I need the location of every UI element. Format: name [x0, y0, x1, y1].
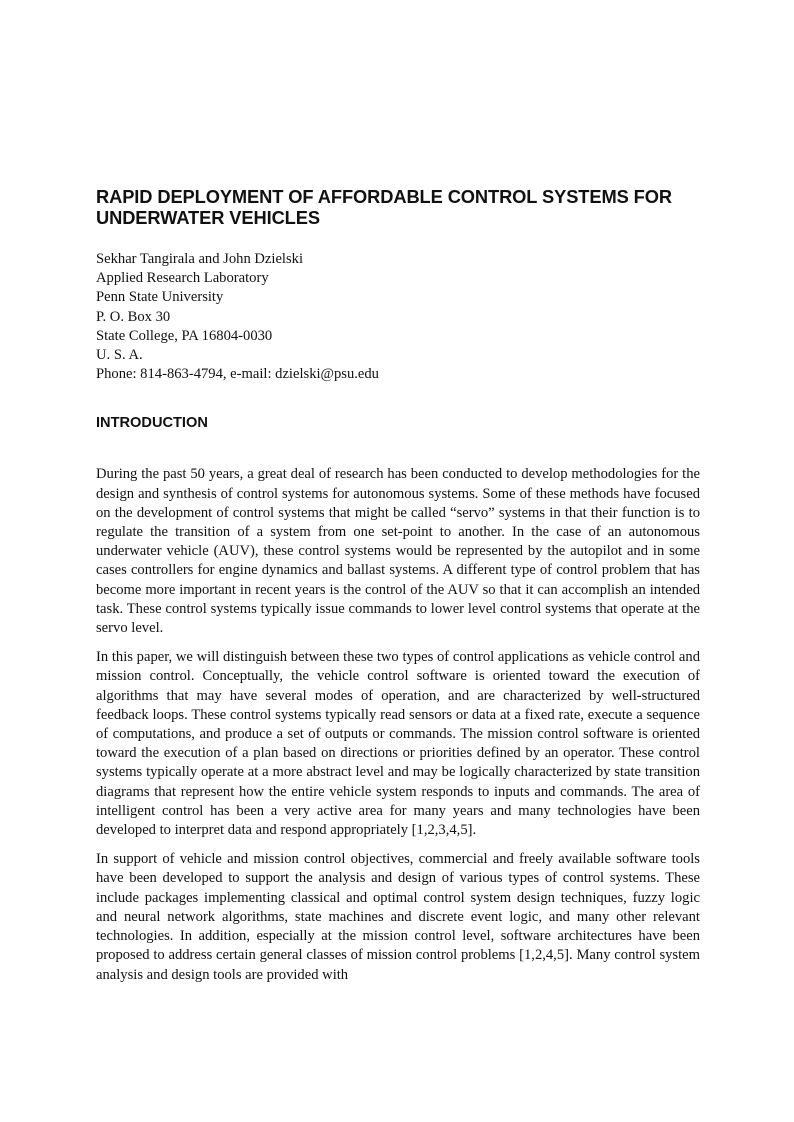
- address-country: U. S. A.: [96, 347, 143, 364]
- affiliation-lab: Applied Research Laboratory: [96, 270, 269, 287]
- contact-info: Phone: 814-863-4794, e-mail: dzielski@psu.edu: [96, 366, 379, 383]
- author-affiliation-block: [96, 250, 700, 384]
- section-body: [96, 465, 700, 984]
- affiliation-university: Penn State University: [96, 289, 224, 306]
- paragraph: In this paper, we will distinguish between these two types of control applications as vehicle control and mission control. Conceptually, the vehicle control software is oriented toward the execution of algorithms that may have several modes of operation, and are characterized by well-structured feedback loops. These control systems typically read sensors or data at a fixed rate, execute a sequence of computations, and produce a set of outputs or commands. The mission control software is oriented toward the execution of a plan based on directions or priorities defined by an operator. These control systems typically operate at a more abstract level and may be logically characterized by state transition diagrams that represent how the entire vehicle system responds to inputs and commands. The area of intelligent control has been a very active area for many years and many technologies have been developed to interpret data and respond appropriately [1,2,3,4,5].: [96, 649, 700, 839]
- paper-title: RAPID DEPLOYMENT OF AFFORDABLE CONTROL SYSTEMS FOR UNDERWATER VEHICLES: [96, 186, 672, 228]
- address-city: State College, PA 16804-0030: [96, 327, 273, 344]
- author-names: Sekhar Tangirala and John Dzielski: [96, 251, 304, 267]
- address-po-box: P. O. Box 30: [96, 308, 171, 325]
- paragraph: During the past 50 years, a great deal of research has been conducted to develop methodologies for the design and synthesis of control systems for autonomous systems. Some of these methods have focused on the development of control systems that might be called “servo” systems in that their function is to regulate the transition of a system from one set-point to another. In the case of an autonomous underwater vehicle (AUV), these control systems would be represented by the autopilot and in some cases controllers for engine dynamics and ballast systems. A different type of control problem that has become more important in recent years is the control of the AUV so that it can accomplish an intended task. These control systems typically issue commands to lower level control systems that operate at the servo level.: [96, 466, 700, 637]
- section-heading-introduction: INTRODUCTION: [96, 415, 208, 432]
- paragraph: In support of vehicle and mission control objectives, commercial and freely available software tools have been developed to support the analysis and design of various types of control systems. These include packages implementing classical and optimal control system design techniques, fuzzy logic and neural network algorithms, state machines and discrete event logic, and many other relevant technologies. In addition, especially at the mission control level, software architectures have been proposed to address certain general classes of mission control problems [1,2,4,5]. Many control system analysis and design tools are provided with: [96, 851, 700, 983]
- paper-page: [96, 186, 700, 995]
